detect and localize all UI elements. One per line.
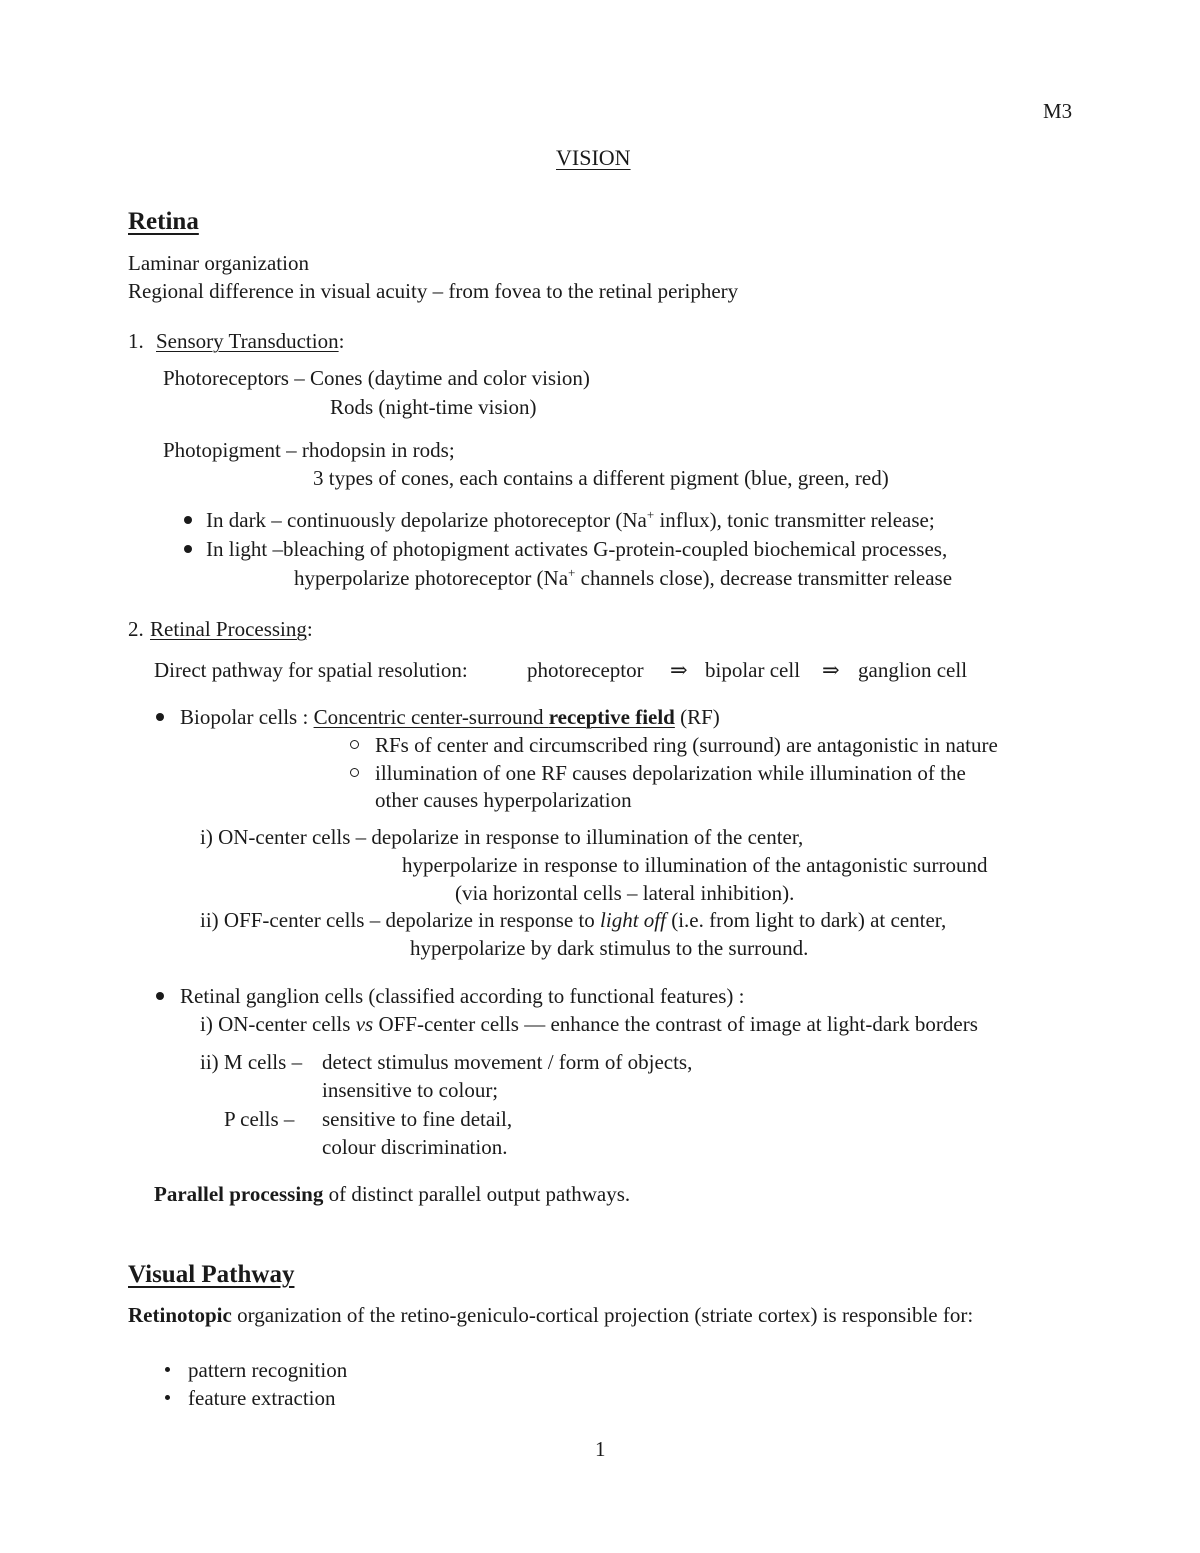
text-line: other causes hyperpolarization <box>375 788 632 812</box>
text-line: Retinotopic organization of the retino-geniculo-cortical projection (striate cortex) is responsible for: <box>128 1303 974 1327</box>
list-item: feature extraction <box>188 1386 336 1410</box>
bullet-icon <box>184 545 192 553</box>
bullet-icon <box>156 713 164 721</box>
text-line: Photopigment – rhodopsin in rods; <box>163 438 455 462</box>
list-item: pattern recognition <box>188 1358 348 1382</box>
text-line: Laminar organization <box>128 251 309 275</box>
list-item: Biopolar cells : Concentric center-surround receptive field (RF) <box>180 705 720 729</box>
text-line: Rods (night-time vision) <box>330 395 537 419</box>
text-line: ii) OFF-center cells – depolarize in response to light off (i.e. from light to dark) at center, <box>200 908 947 932</box>
arrow-icon: ⇒ <box>670 658 688 682</box>
list-item: In dark – continuously depolarize photoreceptor (Na+ influx), tonic transmitter release; <box>206 507 935 532</box>
text-line: (via horizontal cells – lateral inhibition). <box>455 881 795 905</box>
text-line: photoreceptor <box>527 658 644 682</box>
arrow-icon: ⇒ <box>822 658 840 682</box>
text-line: Parallel processing of distinct parallel output pathways. <box>154 1182 631 1206</box>
circle-bullet-icon <box>350 740 359 749</box>
bullet-icon <box>184 516 192 524</box>
text-line: bipolar cell <box>705 658 801 682</box>
text-line: i) ON-center cells vs OFF-center cells — enhance the contrast of image at light-dark borders <box>200 1012 978 1036</box>
text-line: Regional difference in visual acuity – from fovea to the retinal periphery <box>128 279 739 303</box>
text-line: i) ON-center cells – depolarize in response to illumination of the center, <box>200 825 804 849</box>
text-line: ganglion cell <box>858 658 968 682</box>
text-line: hyperpolarize in response to illumination of the antagonistic surround <box>402 853 988 877</box>
page-title: VISION <box>556 145 631 170</box>
list-item: illumination of one RF causes depolarization while illumination of the <box>375 761 966 785</box>
bullet-icon <box>165 1395 170 1400</box>
bullet-icon <box>165 1367 170 1372</box>
text-line: insensitive to colour; <box>322 1078 499 1102</box>
text-line: Direct pathway for spatial resolution: <box>154 658 468 682</box>
text-line: sensitive to fine detail, <box>322 1107 513 1131</box>
page-number: 1 <box>595 1437 606 1461</box>
subsection-heading-sensory-transduction: Sensory Transduction: <box>156 329 345 353</box>
bullet-icon <box>156 992 164 1000</box>
list-item: RFs of center and circumscribed ring (surround) are antagonistic in nature <box>375 733 998 757</box>
text-line: detect stimulus movement / form of objects, <box>322 1050 693 1074</box>
document-code: M3 <box>1043 99 1073 123</box>
text-line: P cells – <box>224 1107 295 1131</box>
section-heading-visual-pathway: Visual Pathway <box>128 1261 295 1288</box>
text-line: hyperpolarize photoreceptor (Na+ channels close), decrease transmitter release <box>294 565 953 590</box>
subsection-heading-retinal-processing: Retinal Processing: <box>150 617 313 641</box>
text-line: Photoreceptors – Cones (daytime and color vision) <box>163 366 590 390</box>
list-number: 2. <box>128 617 144 641</box>
list-item: Retinal ganglion cells (classified according to functional features) : <box>180 984 745 1008</box>
text-line: hyperpolarize by dark stimulus to the surround. <box>410 936 809 960</box>
text-line: colour discrimination. <box>322 1135 508 1159</box>
text-line: 3 types of cones, each contains a different pigment (blue, green, red) <box>313 466 889 490</box>
list-number: 1. <box>128 329 144 353</box>
list-item: In light –bleaching of photopigment activates G-protein-coupled biochemical processes, <box>206 537 948 561</box>
text-line: ii) M cells – <box>200 1050 303 1074</box>
circle-bullet-icon <box>350 768 359 777</box>
section-heading-retina: Retina <box>128 208 199 235</box>
